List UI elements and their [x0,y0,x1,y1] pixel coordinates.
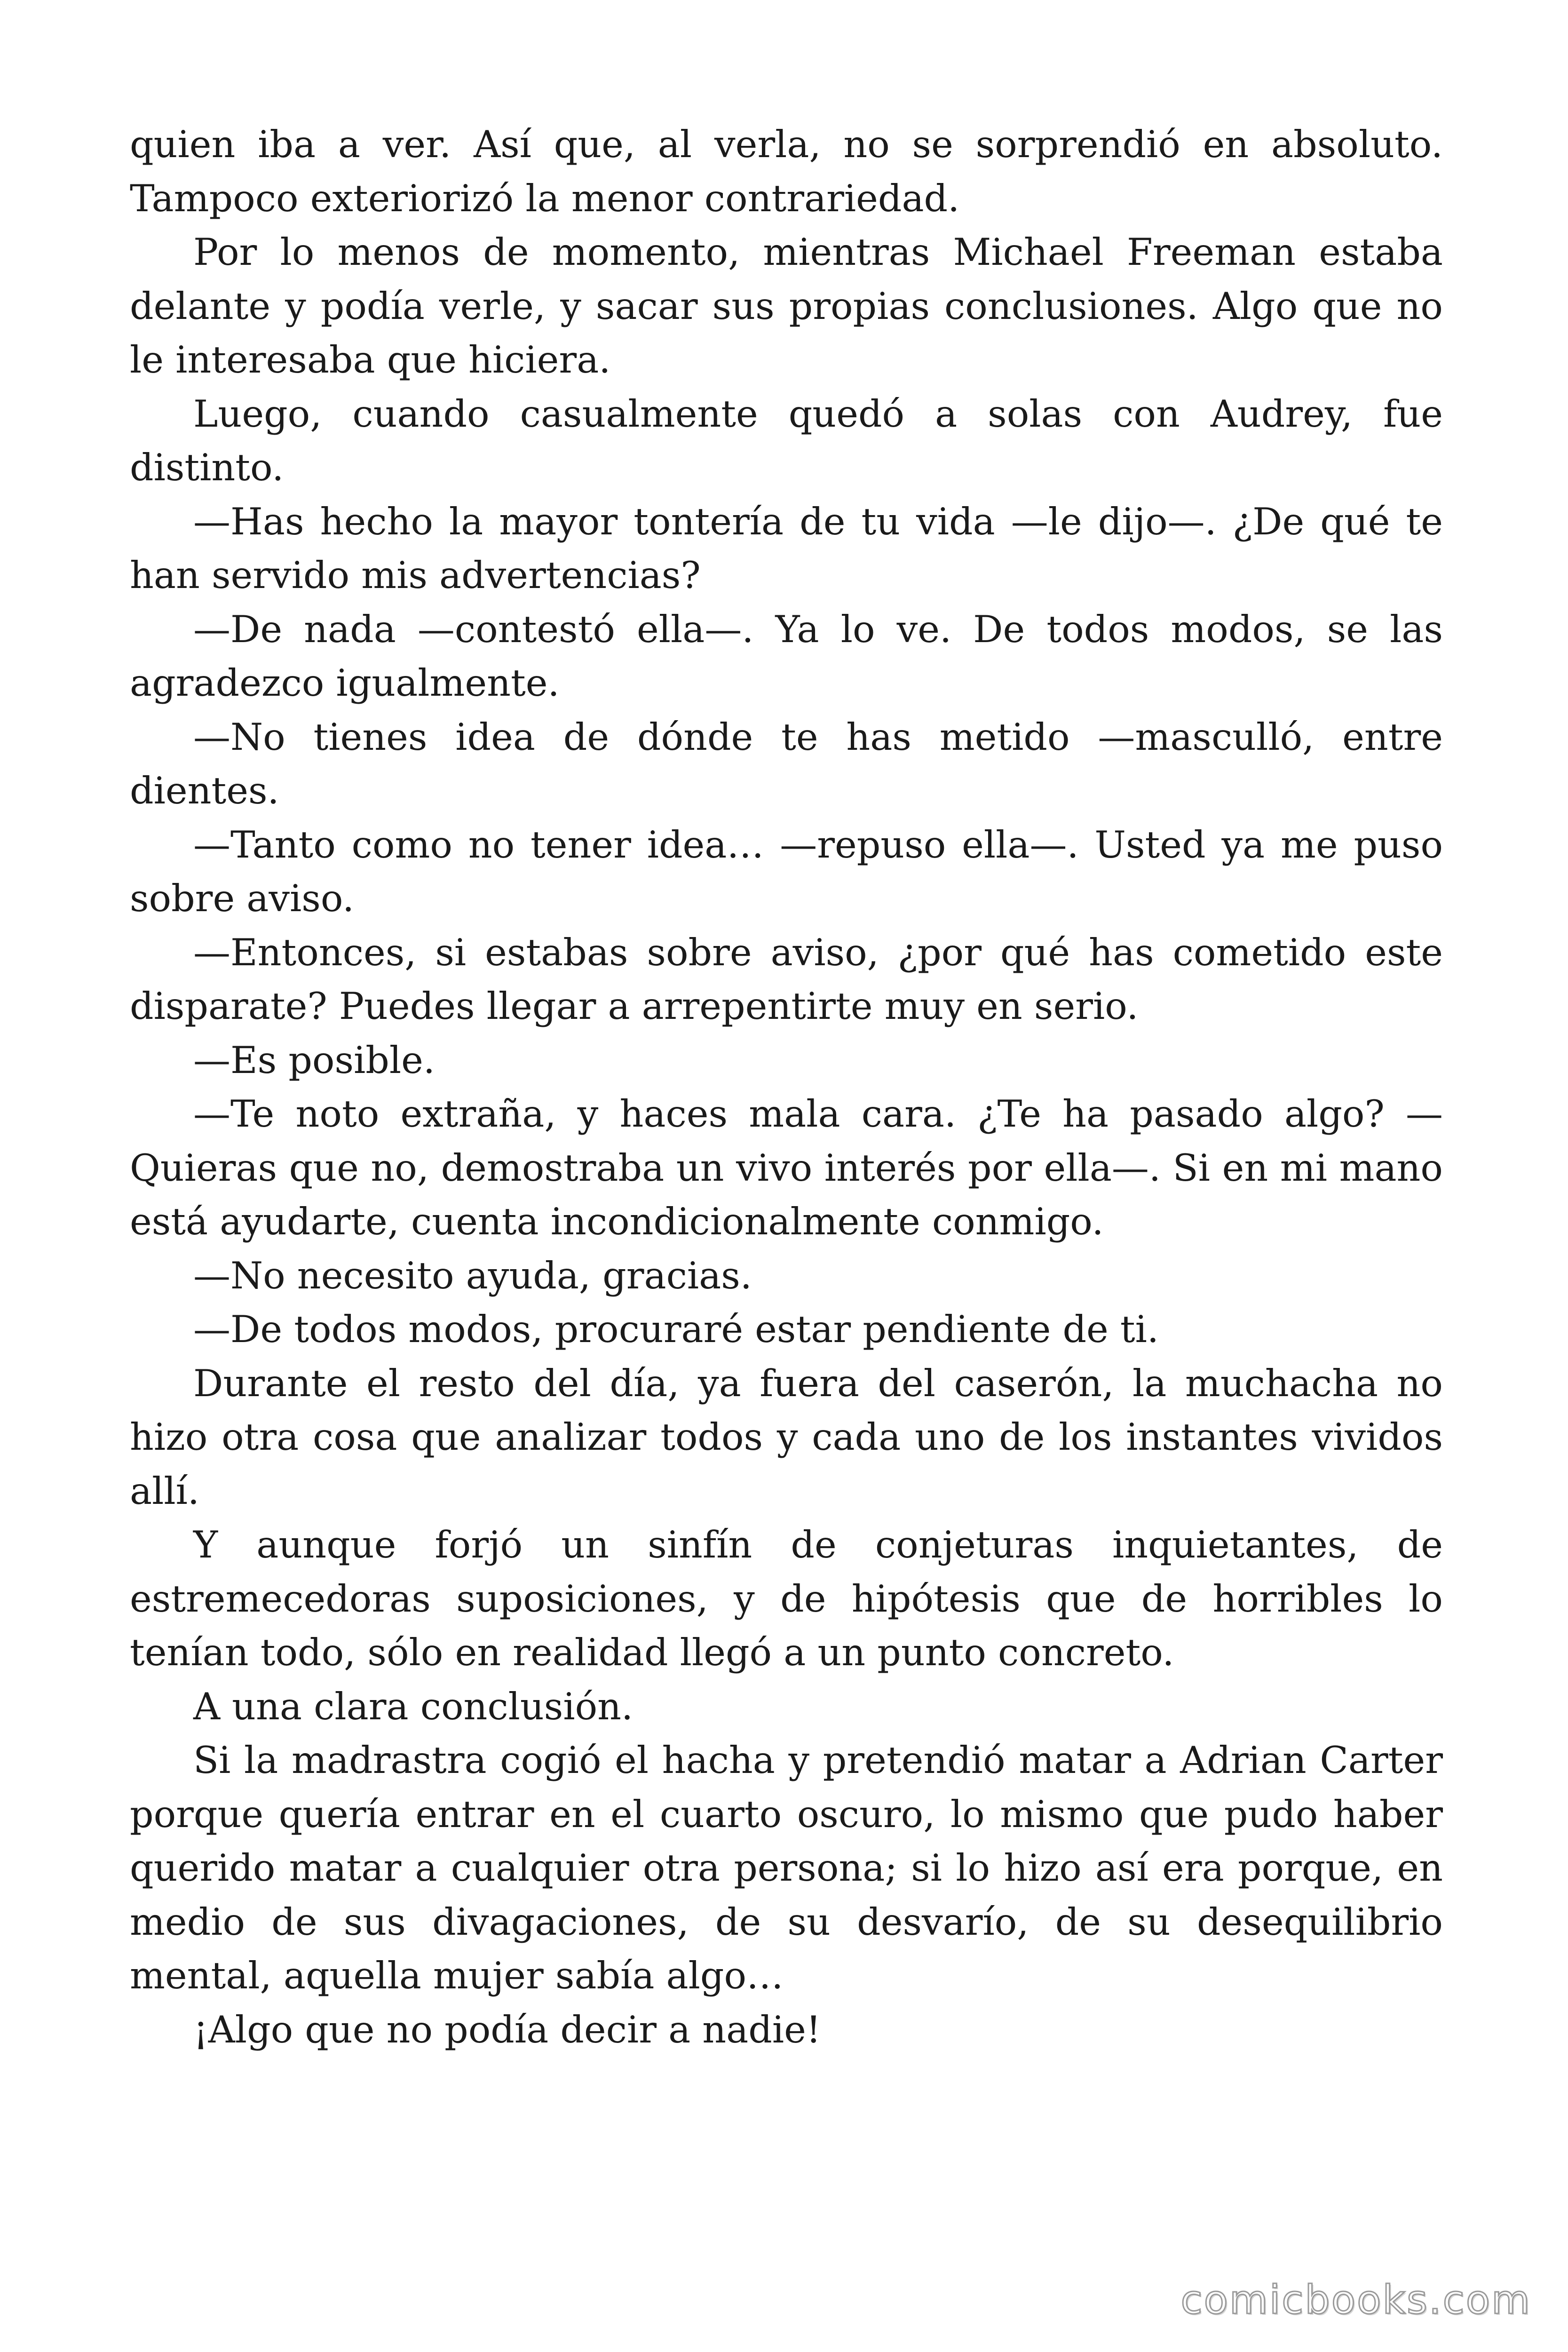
dialogue-line: —Has hecho la mayor tontería de tu vida —le dijo—. ¿De qué te han servido mis advertencias? [130,500,1443,597]
dialogue-line: —Tanto como no tener idea… —repuso ella—. Usted ya me puso sobre aviso. [130,823,1443,920]
paragraph: Durante el resto del día, ya fuera del caserón, la muchacha no hizo otra cosa que analizar todos y cada uno de los instantes vividos allí. [130,1361,1443,1513]
body-text [130,118,1443,2057]
paragraph: Luego, cuando casualmente quedó a solas con Audrey, fue distinto. [130,392,1443,489]
paragraph: A una clara conclusión. [193,1685,634,1728]
paragraph: ¡Algo que no podía decir a nadie! [193,2008,821,2051]
dialogue-line: —Entonces, si estabas sobre aviso, ¿por qué has cometido este disparate? Puedes llegar a arrepentirte muy en serio. [130,930,1443,1028]
paragraph: Si la madrastra cogió el hacha y pretendió matar a Adrian Carter porque quería entrar en el cuarto oscuro, lo mismo que pudo haber querido matar a cualquier otra persona; si lo hizo así era porque, en medio de sus divagaciones, de su desvarío, de su desequilibrio mental, aquella mujer sabía algo… [130,1739,1443,1997]
dialogue-line: —Te noto extraña, y haces mala cara. ¿Te ha pasado algo? —Quieras que no, demostraba un vivo interés por ella—. Si en mi mano está ayudarte, cuenta incondicionalmente conmigo. [130,1092,1443,1243]
dialogue-line: —De nada —contestó ella—. Ya lo ve. De todos modos, se las agradezco igualmente. [130,607,1443,705]
watermark-text: comicbooks.com [1180,2277,1531,2323]
dialogue-line: —No tienes idea de dónde te has metido —masculló, entre dientes. [130,715,1443,812]
dialogue-line: —Es posible. [193,1038,435,1082]
dialogue-line: —No necesito ayuda, gracias. [193,1254,752,1297]
dialogue-line: —De todos modos, procuraré estar pendiente de ti. [193,1308,1159,1351]
paragraph: quien iba a ver. Así que, al verla, no se sorprendió en absoluto. Tampoco exteriorizó la menor contrariedad. [130,123,1443,220]
paragraph: Por lo menos de momento, mientras Michael Freeman estaba delante y podía verle, y sacar sus propias conclusiones. Algo que no le interesaba que hiciera. [130,230,1443,381]
paragraph: Y aunque forjó un sinfín de conjeturas inquietantes, de estremecedoras suposiciones, y de hipótesis que de horribles lo tenían todo, sólo en realidad llegó a un punto concreto. [130,1523,1443,1674]
